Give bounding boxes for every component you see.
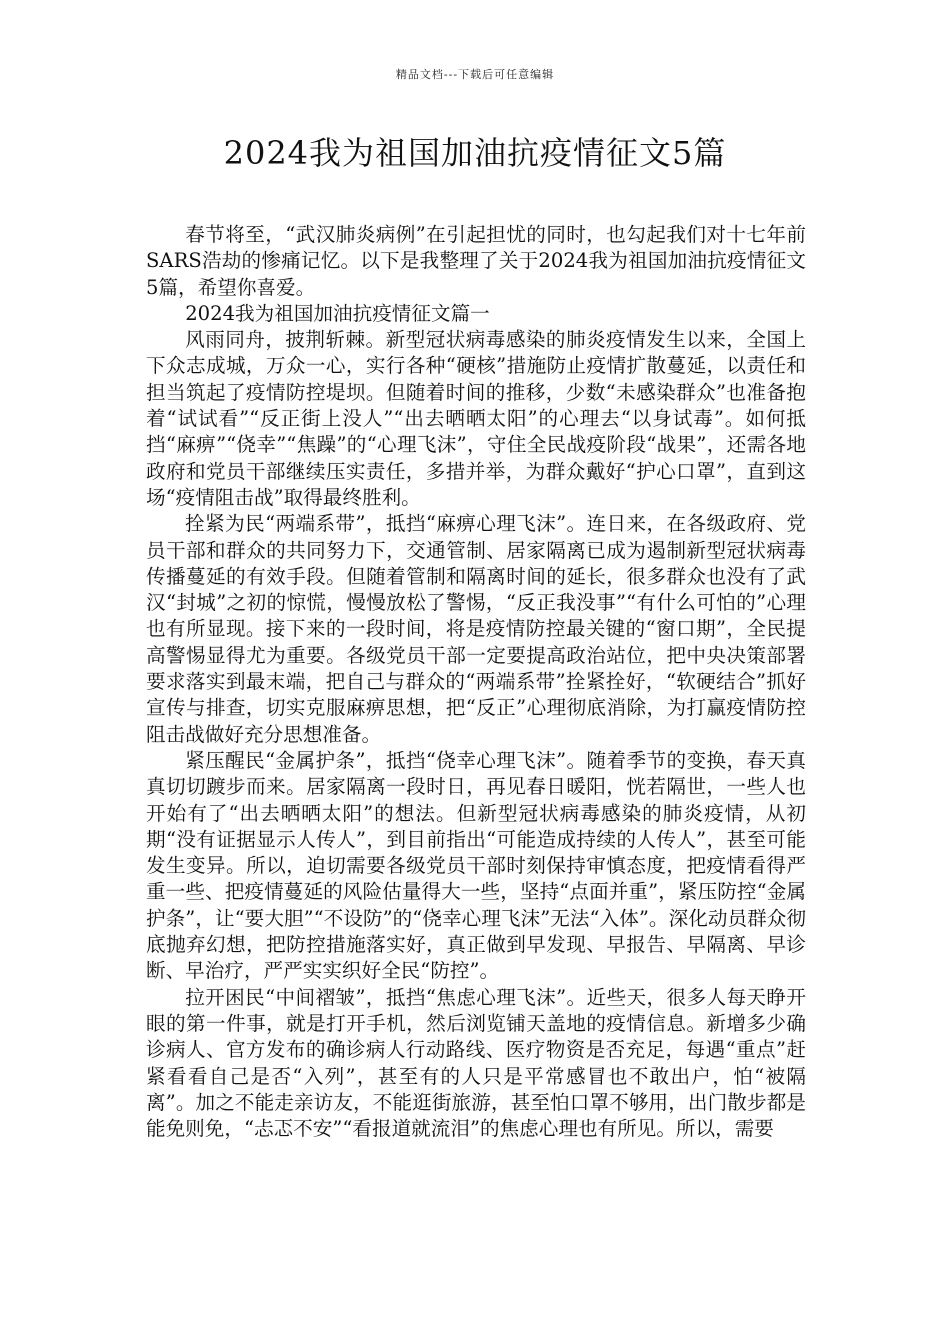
header-note: 精品文档---下载后可任意编辑	[395, 68, 555, 81]
paragraph-intro: 春节将至，“武汉肺炎病例”在引起担忧的同时，也勾起我们对十七年前SARS浩劫的惨痛记忆。以下是我整理了关于2024我为祖国加油抗疫情征文5篇，希望你喜爱。	[146, 223, 806, 299]
paragraph: 拴紧为民“两端系带”，抵挡“麻痹心理飞沫”。连日来，在各级政府、党员干部和群众的共同努力下，交通管制、居家隔离已成为遏制新型冠状病毒传播蔓延的有效手段。但随着管制和隔离时间的延长，很多群众也没有了武汉“封城”之初的惊慌，慢慢放松了警惕，“反正我没事”“有什么可怕的”心理也有所显现。接下来的一段时间，将是疫情防控最关键的“窗口期”，全民提高警惕显得尤为重要。各级党员干部一定要提高政治站位，把中央决策部署要求落实到最末端，把自己与群众的“两端系带”拴紧拴好，“软硬结合”抓好宣传与排查，切实克服麻痹思想，把“反正”心理彻底消除，为打赢疫情防控阻击战做好充分思想准备。	[146, 512, 806, 746]
paragraph: 风雨同舟，披荆斩棘。新型冠状病毒感染的肺炎疫情发生以来，全国上下众志成城，万众一心，实行各种“硬核”措施防止疫情扩散蔓延，以责任和担当筑起了疫情防控堤坝。但随着时间的推移，少数“未感染群众”也准备抱着“试试看”“反正街上没人”“出去晒晒太阳”的心理去“以身试毒”。如何抵挡“麻痹”“侥幸”“焦躁”的“心理飞沫”，守住全民战疫阶段“战果”，还需各地政府和党员干部继续压实责任，多措并举，为群众戴好“护心口罩”，直到这场“疫情阻击战”取得最终胜利。	[146, 328, 806, 509]
paragraph: 紧压醒民“金属护条”，抵挡“侥幸心理飞沫”。随着季节的变换，春天真真切切踱步而来。居家隔离一段时日，再见春日暖阳，恍若隔世，一些人也开始有了“出去晒晒太阳”的想法。但新型冠状病毒感染的肺炎疫情，从初期“没有证据显示人传人”，到目前指出“可能造成持续的人传人”，甚至可能发生变异。所以，迫切需要各级党员干部时刻保持审慎态度，把疫情看得严重一些、把疫情蔓延的风险估量得大一些，坚持“点面并重”，紧压防控“金属护条”，让“要大胆”“不设防”的“侥幸心理飞沫”无法“入体”。深化动员群众彻底抛弃幻想，把防控措施落实好，真正做到早发现、早报告、早隔离、早诊断、早治疗，严严实实织好全民“防控”。	[146, 748, 806, 983]
section-heading: 2024我为祖国加油抗疫情征文篇一	[185, 301, 490, 325]
document-title: 2024我为祖国加油抗疫情征文5篇	[223, 134, 727, 172]
paragraph: 拉开困民“中间褶皱”，抵挡“焦虑心理飞沫”。近些天，很多人每天睁开眼的第一件事，就是打开手机，然后浏览铺天盖地的疫情信息。新增多少确诊病人、官方发布的确诊病人行动路线、医疗物资是否充足，每遇“重点”赶紧看看自己是否“入列”，甚至有的人只是平常感冒也不敢出户，怕“被隔离”。加之不能走亲访友，不能逛街旅游，甚至怕口罩不够用，出门散步都是能免则免，“忐忑不安”“看报道就流泪”的焦虑心理也有所见。所以，需要	[146, 985, 806, 1141]
document-body	[146, 222, 806, 1142]
